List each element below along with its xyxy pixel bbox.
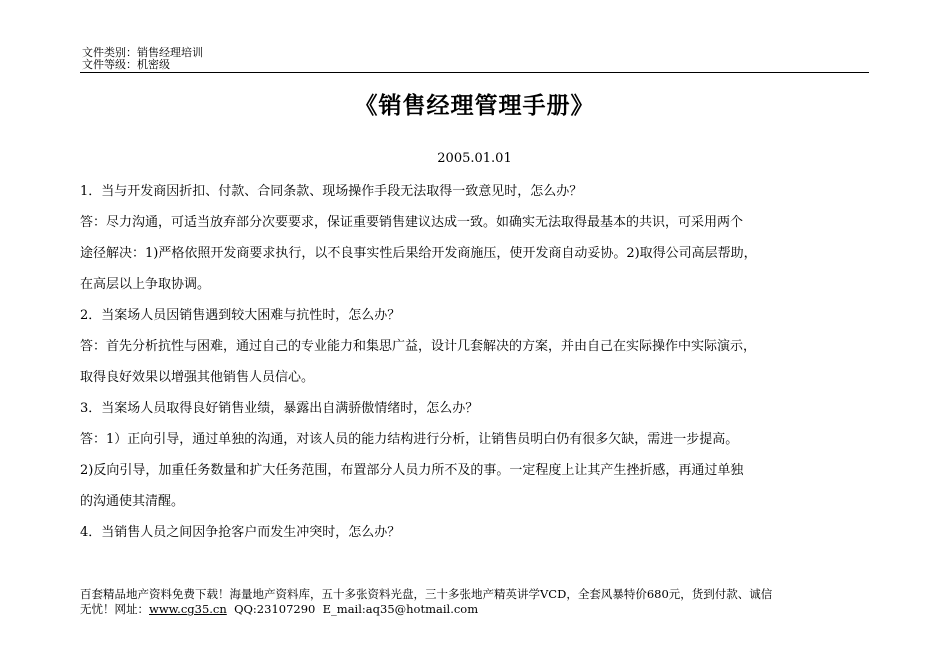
page-title: 《销售经理管理手册》 [354, 92, 595, 119]
document-body [80, 180, 880, 552]
footer-contact: QQ:23107290 E_mail:aq35@hotmail.com [226, 602, 479, 616]
footer-line-2 [80, 602, 880, 617]
file-level: 文件等级：机密级 [82, 58, 170, 71]
answer-2-line-1: 答：首先分析抗性与困难，通过自己的专业能力和集思广益，设计几套解决的方案，并由自己在实际操作中实际演示， [80, 339, 757, 354]
answer-3-line-1: 答：1）正向引导，通过单独的沟通，对该人员的能力结构进行分析，让销售员明白仍有很多欠缺，需进一步提高。 [80, 432, 739, 447]
answer-1-line-2: 途径解决：1)严格依照开发商要求执行，以不良事实性后果给开发商施压，使开发商自动妥协。2)取得公司高层帮助， [80, 246, 757, 261]
footer-website-label: 无忧！网址： [80, 602, 149, 616]
answer-3-line-3: 的沟通使其清醒。 [80, 494, 185, 509]
header-divider [80, 72, 869, 73]
question-1: 1．当与开发商因折扣、付款、合同条款、现场操作手段无法取得一致意见时，怎么办？ [80, 184, 583, 199]
answer-3-line-2: 2)反向引导，加重任务数量和扩大任务范围，布置部分人员力所不及的事。一定程度上让其产生挫折感，再通过单独 [80, 463, 744, 478]
document-date: 2005.01.01 [437, 151, 512, 166]
answer-1-line-1: 答：尽力沟通，可适当放弃部分次要要求，保证重要销售建议达成一致。如确实无法取得最基本的共识，可采用两个 [80, 215, 744, 230]
footer-line-1: 百套精品地产资料免费下载！海量地产资料库，五十多张资料光盘，三十多张地产精英讲学VCD，全套风暴特价680元，货到付款、诚信 [80, 587, 773, 601]
document-header [82, 47, 203, 71]
website-link[interactable]: www.cg35.cn [149, 602, 227, 616]
question-3: 3．当案场人员取得良好销售业绩，暴露出自满骄傲情绪时，怎么办？ [80, 401, 479, 416]
file-category: 文件类别：销售经理培训 [82, 46, 203, 59]
answer-2-line-2: 取得良好效果以增强其他销售人员信心。 [80, 370, 315, 385]
answer-1-line-3: 在高层以上争取协调。 [80, 277, 211, 292]
question-2: 2．当案场人员因销售遇到较大困难与抗性时，怎么办？ [80, 308, 401, 323]
page-footer [80, 587, 880, 617]
question-4: 4．当销售人员之间因争抢客户而发生冲突时，怎么办？ [80, 525, 401, 540]
